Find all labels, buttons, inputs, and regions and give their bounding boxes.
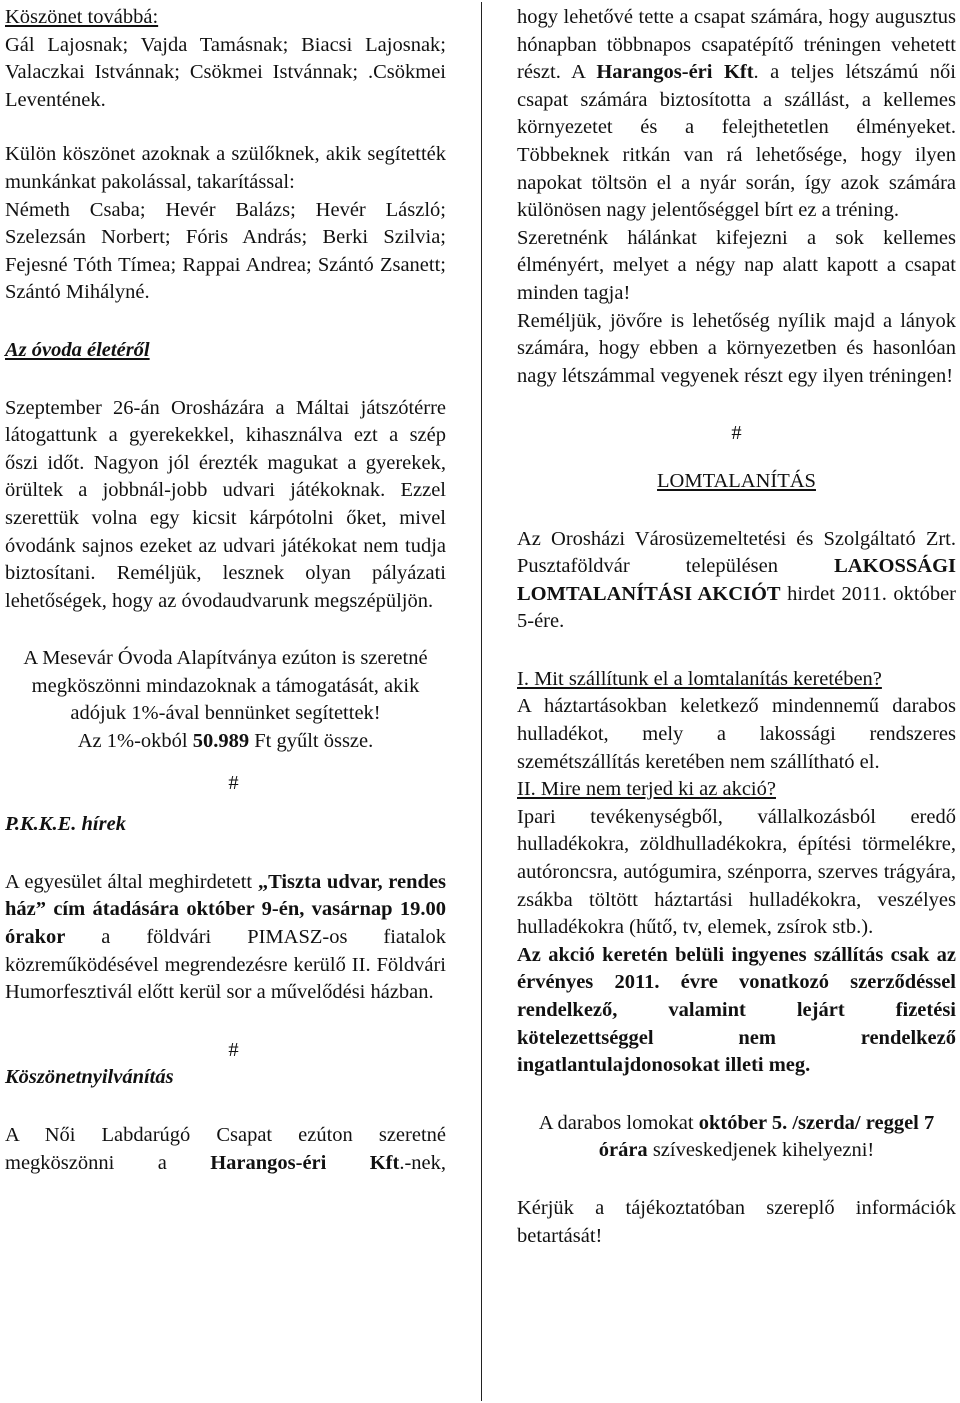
lomtalanitas-heading: LOMTALANÍTÁS — [657, 469, 816, 492]
special-names: Németh Csaba; Hevér Balázs; Hevér László; Szelezsán Norbert; Fóris András; Berki Szilvia; Fejesné Tóth Tímea; Rappai Andrea; Szántó Zsanett; Szántó Mihályné. — [5, 198, 446, 304]
lomok-instruction: A darabos lomokat október 5. /szerda/ reggel 7 órára szíveskedjenek kihelyezni! — [538, 1111, 935, 1162]
thanks-hope: Reméljük, jövőre is lehetőség nyílik majd a lányok számára, hogy ebben a környezetben és hasonlóan nagy létszámmal vegyenek részt egy ilyen tréningen! — [517, 309, 956, 387]
question-1: I. Mit szállítunk el a lomtalanítás keretében? — [517, 667, 882, 690]
thanks-continued: hogy lehetővé tette a csapat számára, hogy augusztus hónapban többnapos csapatépítő tréningen vehetett részt. A Harangos-éri Kft. a teljes létszámú női csapat számára biztosította a szállást, a kellemes környezetet és a felejthetetlen élményeket. Többeknek ritkán van rá lehetősége, hogy ilyen napokat töltsön el a nyár során, így azok számára különösen nagy jelentőséggel bírt ez a tréning. — [517, 6, 956, 222]
alapitvany-sum: Az 1%-okból 50.989 Ft gyűlt össze. — [77, 730, 374, 753]
separator-hash-3: # — [731, 422, 742, 445]
separator-hash-2: # — [228, 1038, 239, 1061]
separator-hash-1: # — [228, 771, 239, 794]
question-2: II. Mire nem terjed ki az akció? — [517, 778, 776, 801]
answer-2-bold: Az akció keretén belüli ingyenes szállítás csak az érvényes 2011. évre vonatkozó szerződéssel rendelkező, valamint lejárt fizetési kötelezettséggel nem rendelkező ingatlantulajdonosokat illeti meg. — [517, 943, 956, 1077]
thanks-names: Gál Lajosnak; Vajda Tamásnak; Biacsi Lajosnak; Valaczkai Istvánnak; Csökmei Istvánnak; .Csökmei Leventének. — [5, 33, 446, 111]
lomtalanitas-intro: Az Orosházi Városüzemeltetési és Szolgáltató Zrt. Pusztaföldvár településen LAKOSSÁGI LOMTALANÍTÁSI AKCIÓT hirdet 2011. október 5-ére. — [517, 527, 956, 633]
alapitvany-text: A Mesevár Óvoda Alapítványa ezúton is szeretné megköszönni mindazoknak a támogatását, akik adójuk 1%-ával bennünket segítettek! — [23, 647, 428, 725]
pkke-text: A egyesület által meghirdetett „Tiszta udvar, rendes ház” cím átadására október 9-én, vasárnap 19.00 órakor a földvári PIMASZ-os fiatalok közreműködésével megrendezésre kerülő II. Földvári Humorfesztivál előtt kerül sor a művelődési házban. — [5, 870, 446, 1004]
koszonet-text: A Női Labdarúgó Csapat ezúton szeretné megköszönni a Harangos-éri Kft.-nek, — [5, 1124, 446, 1174]
column-divider — [481, 2, 482, 1401]
pkke-heading: P.K.K.E. hírek — [5, 813, 126, 836]
right-column — [517, 4, 956, 1250]
thanks-gratitude: Szeretnénk hálánkat kifejezni a sok kellemes élményért, melyet a négy nap alatt kapott a csapat minden tagja! — [517, 226, 956, 304]
ovoda-heading: Az óvoda életéről — [5, 338, 150, 361]
left-column — [5, 4, 446, 1177]
answer-2: Ipari tevékenységből, vállalkozásból eredő hulladékokra, zöldhulladékokra, építési törmelékre, autóroncsra, autógumira, szénporra, szerves trágyára, zsákba töltött háztartási hulladékokra, veszélyes hulladékokra (hűtő, tv, elemek, zsírok stb.). — [517, 805, 956, 939]
answer-1: A háztartásokban keletkező mindennemű darabos hulladékot, mely a lakossági rendszeres szemétszállítás keretében nem szállítható el. — [517, 695, 956, 773]
thanks-heading: Köszönet továbbá: — [5, 6, 159, 28]
koszonet-heading: Köszönetnyilvánítás — [5, 1066, 174, 1089]
ovoda-text: Szeptember 26-án Orosházára a Máltai játszótérre látogattunk a gyerekekkel, kihasználva ezt a szép őszi időt. Nagyon jól érezték magukat a gyerekek, örültek a jobbnál-jobb udvari játékoknak. Ezzel szerettük volna egy kicsit kárpótolni őket, mivel óvodánk sajnos ezeket az udvari játékokat nem tudja biztosítani. Reméljük, lesznek olyan pályázati lehetőségek, hogy az óvodaudvarunk megszépüljön. — [5, 396, 446, 612]
special-thanks: Külön köszönet azoknak a szülőknek, akik segítették munkánkat pakolással, takarítással: — [5, 143, 446, 193]
closing-text: Kérjük a tájékoztatóban szereplő információk betartását! — [517, 1196, 956, 1247]
